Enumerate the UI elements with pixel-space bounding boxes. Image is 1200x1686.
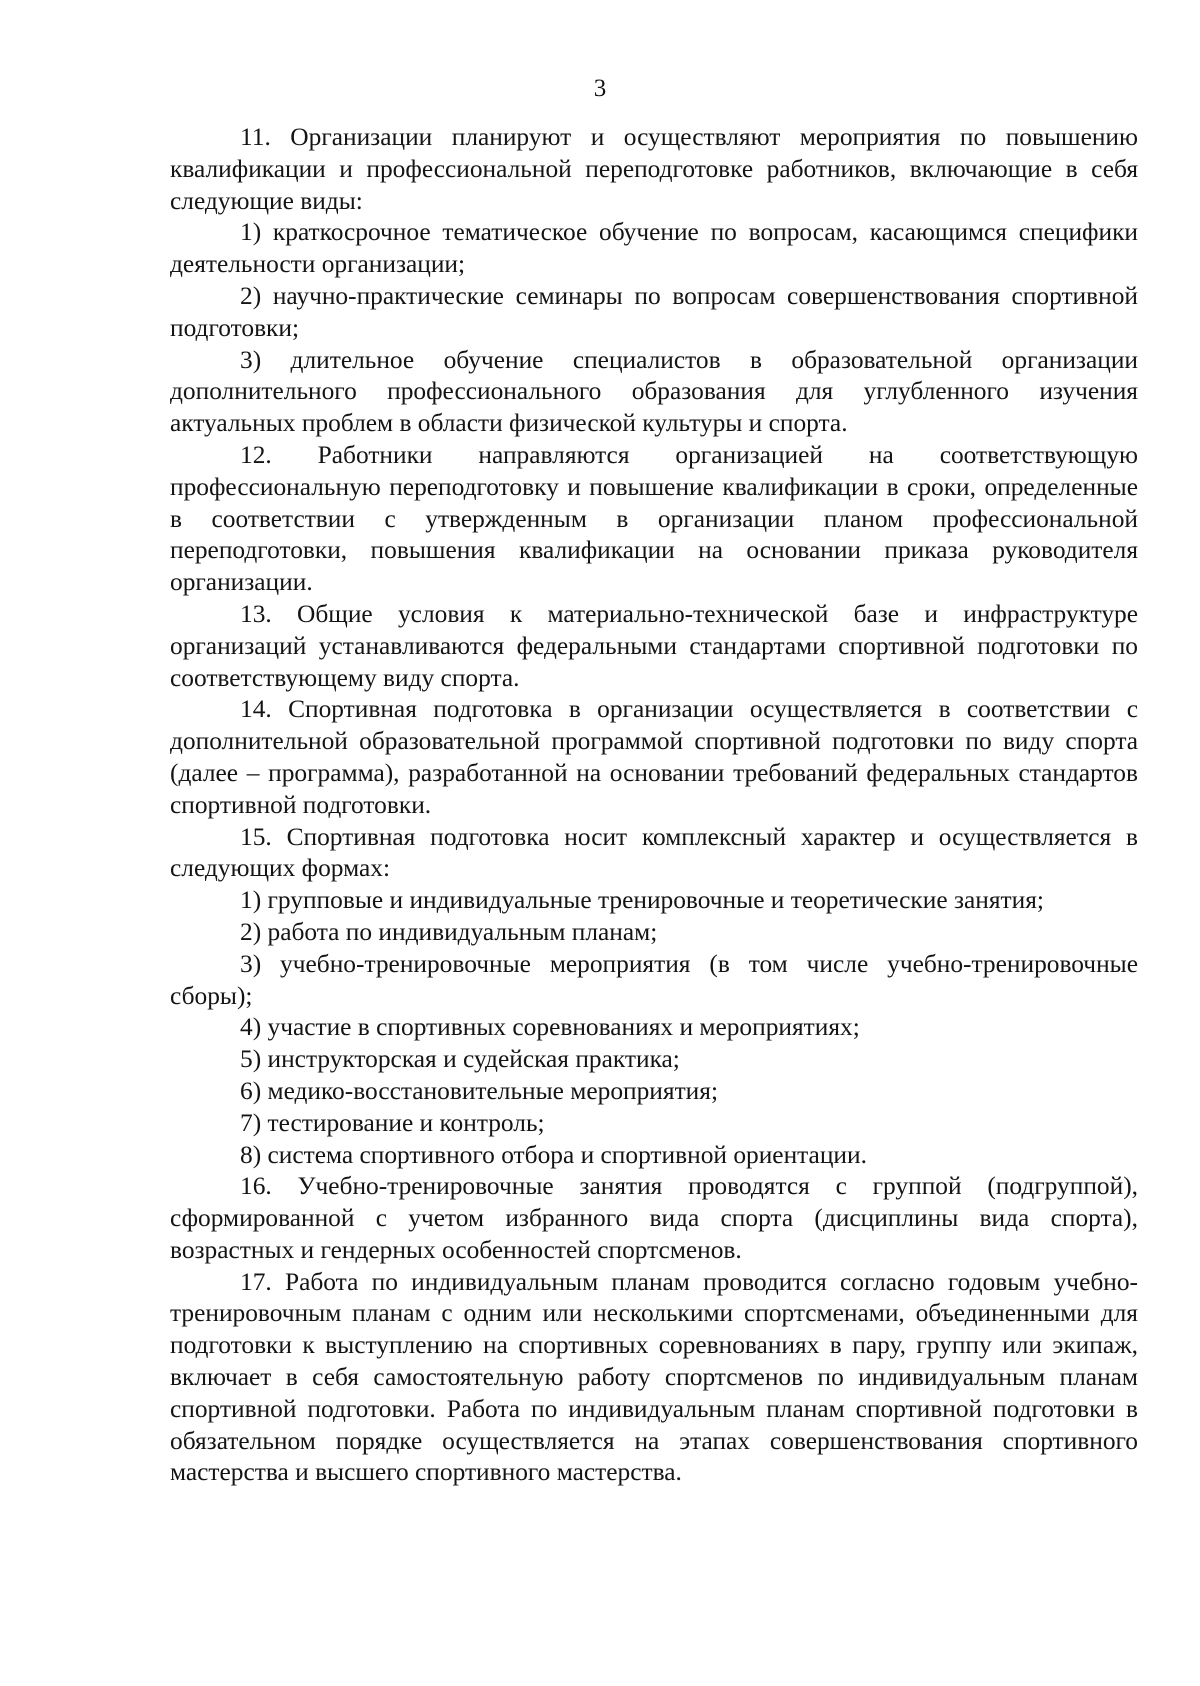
list-item-15-6: 6) медико-восстановительные мероприятия; <box>240 1076 718 1105</box>
paragraph-13: 13. Общие условия к материально-технической базе и инфраструктуре организаций устанавливаются федеральными стандартами спортивной подготовки по соответствующему виду спорта. <box>170 599 1138 692</box>
paragraph-17: 17. Работа по индивидуальным планам проводится согласно годовым учебно-тренировочным планам с одним или несколькими спортсменами, объединенными для подготовки к выступлению на спортивных соревнованиях в пару, группу или экипаж, включает в себя самостоятельную работу спортсменов по индивидуальным планам спортивной подготовки. Работа по индивидуальным планам спортивной подготовки в обязательном порядке осуществляется на этапах совершенствования спортивного мастерства и высшего спортивного мастерства. <box>170 1267 1138 1487</box>
paragraph-15: 15. Спортивная подготовка носит комплексный характер и осуществляется в следующих формах: <box>170 822 1138 883</box>
list-item-15-8: 8) система спортивного отбора и спортивной ориентации. <box>240 1140 867 1169</box>
list-item-15-5: 5) инструкторская и судейская практика; <box>240 1045 680 1074</box>
list-item-15-1: 1) групповые и индивидуальные тренировочные и теоретические занятия; <box>240 886 1044 915</box>
list-item-11-3: 3) длительное обучение специалистов в образовательной организации дополнительного профессионального образования для углубленного изучения актуальных проблем в области физической культуры и спорта. <box>170 345 1138 438</box>
page-number: 3 <box>593 75 607 102</box>
paragraph-11: 11. Организации планируют и осуществляют мероприятия по повышению квалификации и профессиональной переподготовке работников, включающие в себя следующие виды: <box>170 123 1138 215</box>
list-item-15-4: 4) участие в спортивных соревнованиях и мероприятиях; <box>240 1013 860 1042</box>
document-body <box>170 122 1138 1489</box>
list-item-11-1: 1) краткосрочное тематическое обучение по вопросам, касающимся специфики деятельности организации; <box>170 218 1138 279</box>
list-item-11-2: 2) научно-практические семинары по вопросам совершенствования спортивной подготовки; <box>170 281 1138 342</box>
list-item-15-3: 3) учебно-тренировочные мероприятия (в том числе учебно-тренировочные сборы); <box>170 949 1138 1010</box>
paragraph-12: 12. Работники направляются организацией на соответствующую профессиональную переподготовку и повышение квалификации в сроки, определенные в соответствии с утвержденным в организации планом профессиональной переподготовки, повышения квалификации на основании приказа руководителя организации. <box>170 440 1138 597</box>
list-item-15-7: 7) тестирование и контроль; <box>240 1108 545 1137</box>
list-item-15-2: 2) работа по индивидуальным планам; <box>240 917 658 946</box>
paragraph-16: 16. Учебно-тренировочные занятия проводятся с группой (подгруппой), сформированной с учетом избранного вида спорта (дисциплины вида спорта), возрастных и гендерных особенностей спортсменов. <box>170 1172 1138 1264</box>
paragraph-14: 14. Спортивная подготовка в организации осуществляется в соответствии с дополнительной образовательной программой спортивной подготовки по виду спорта (далее – программа), разработанной на основании требований федеральных стандартов спортивной подготовки. <box>170 695 1138 819</box>
